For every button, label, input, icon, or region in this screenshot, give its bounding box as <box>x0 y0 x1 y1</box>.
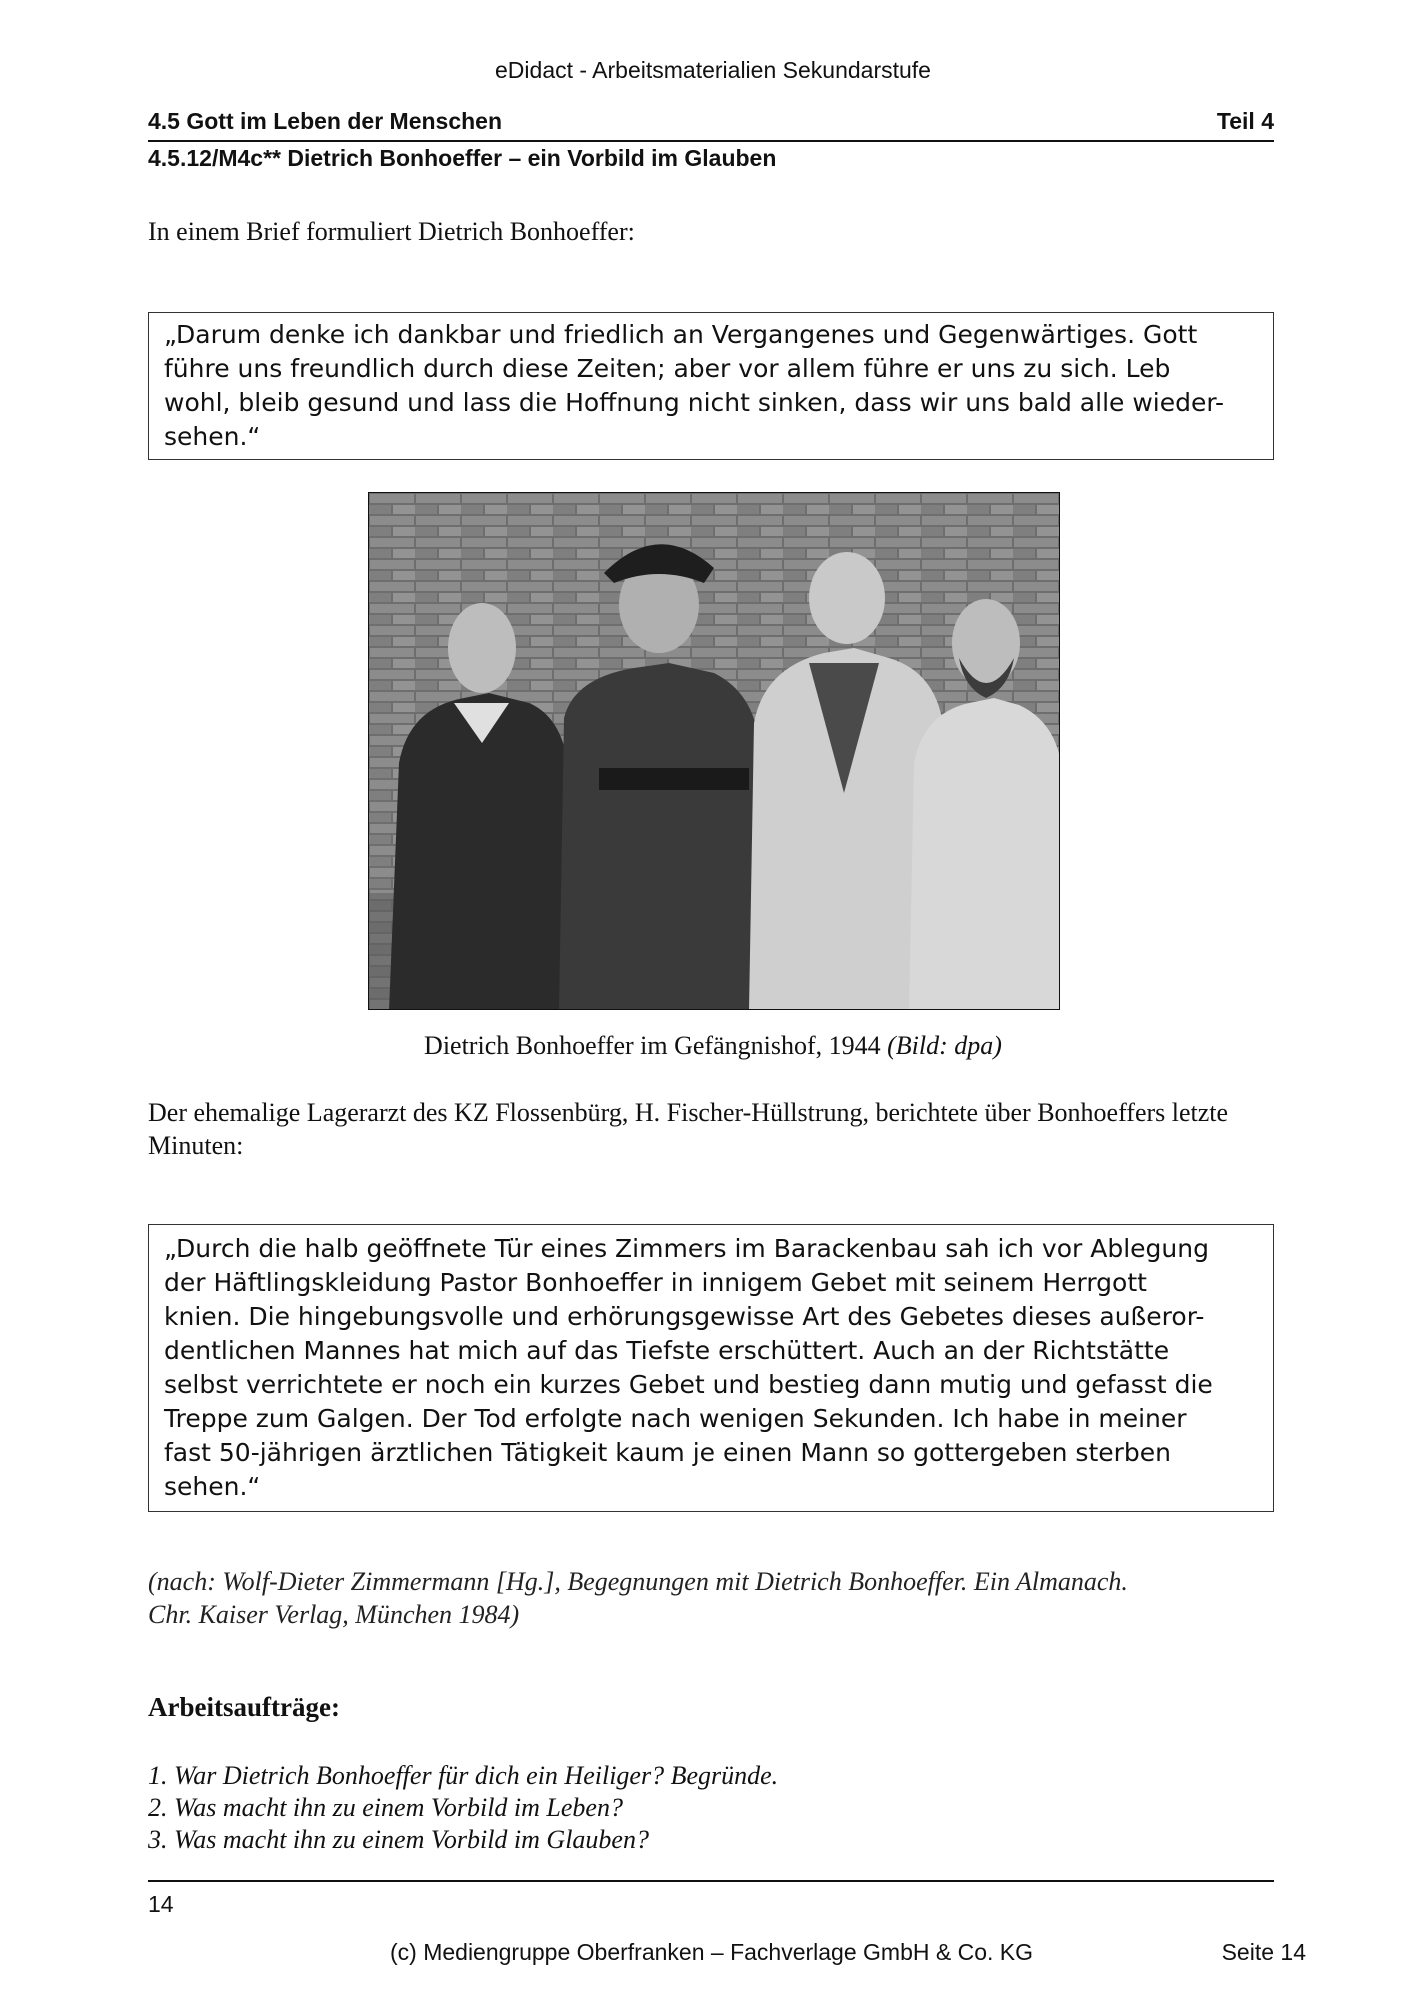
quote-line: der Häftlingskleidung Pastor Bonhoeffer in innigem Gebet mit seinem Herrgott <box>164 1268 1147 1297</box>
quote-line: fast 50-jährigen ärztlichen Tätigkeit kaum je einen Mann so gottergeben sterben <box>164 1438 1172 1467</box>
section-title: 4.5 Gott im Leben der Menschen <box>148 108 503 134</box>
caption-credit: (Bild: dpa) <box>887 1031 1002 1060</box>
photo-caption <box>0 1031 1426 1061</box>
task-item: 2. Was macht ihn zu einem Vorbild im Leben? <box>148 1793 623 1822</box>
source-citation <box>148 1565 1288 1631</box>
task-item: 3. Was macht ihn zu einem Vorbild im Glauben? <box>148 1825 649 1854</box>
quote-box-letter <box>148 312 1274 460</box>
footer-page-label: Seite 14 <box>1221 1939 1306 1965</box>
header-rule <box>148 140 1274 142</box>
quote-box-report <box>148 1224 1274 1512</box>
site-header: eDidact - Arbeitsmaterialien Sekundarstufe <box>495 57 931 83</box>
quote-line: führe uns freundlich durch diese Zeiten; aber vor allem führe er uns zu sich. Leb <box>164 354 1171 383</box>
quote-line: selbst verrichtete er noch ein kurzes Gebet und bestieg dann mutig und gefasst die <box>164 1370 1213 1399</box>
quote-line: sehen.“ <box>164 422 261 451</box>
quote-line: wohl, bleib gesund und lass die Hoffnung nicht sinken, dass wir uns bald alle wieder- <box>164 388 1225 417</box>
bonhoeffer-photo <box>368 492 1060 1010</box>
source-line: (nach: Wolf-Dieter Zimmermann [Hg.], Begegnungen mit Dietrich Bonhoeffer. Ein Almanach. <box>148 1567 1128 1596</box>
quote-line: dentlichen Mannes hat mich auf das Tiefste erschüttert. Auch an der Richtstätte <box>164 1336 1170 1365</box>
caption-text: Dietrich Bonhoeffer im Gefängnishof, 1944 <box>424 1031 881 1060</box>
quote-line: „Durch die halb geöffnete Tür eines Zimmers im Barackenbau sah ich vor Ablegung <box>164 1234 1209 1263</box>
worksheet-title: 4.5.12/M4c** Dietrich Bonhoeffer – ein Vorbild im Glauben <box>148 145 777 171</box>
photo-illustration <box>369 493 1060 1010</box>
intro-letter: In einem Brief formuliert Dietrich Bonhoeffer: <box>148 217 635 246</box>
tasks-heading: Arbeitsaufträge: <box>148 1692 340 1722</box>
task-list <box>148 1760 778 1856</box>
intro-report: Der ehemalige Lagerarzt des KZ Flossenbürg, H. Fischer-Hüllstrung, berichtete über Bonhoeffers letzte Minuten: <box>148 1098 1229 1160</box>
quote-line: „Darum denke ich dankbar und friedlich an Vergangenes und Gegenwärtiges. Gott <box>164 320 1198 349</box>
footer-copyright: (c) Mediengruppe Oberfranken – Fachverlage GmbH & Co. KG <box>390 1939 1034 1965</box>
quote-line: Treppe zum Galgen. Der Tod erfolgte nach wenigen Sekunden. Ich habe in meiner <box>164 1404 1187 1433</box>
source-line: Chr. Kaiser Verlag, München 1984) <box>148 1600 520 1629</box>
section-part: Teil 4 <box>1216 108 1274 134</box>
page-number: 14 <box>148 1891 174 1917</box>
quote-line: sehen.“ <box>164 1472 261 1501</box>
footer-rule <box>148 1880 1274 1882</box>
task-item: 1. War Dietrich Bonhoeffer für dich ein Heiliger? Begründe. <box>148 1761 779 1790</box>
quote-line: knien. Die hingebungsvolle und erhörungsgewisse Art des Gebetes dieses außeror- <box>164 1302 1205 1331</box>
